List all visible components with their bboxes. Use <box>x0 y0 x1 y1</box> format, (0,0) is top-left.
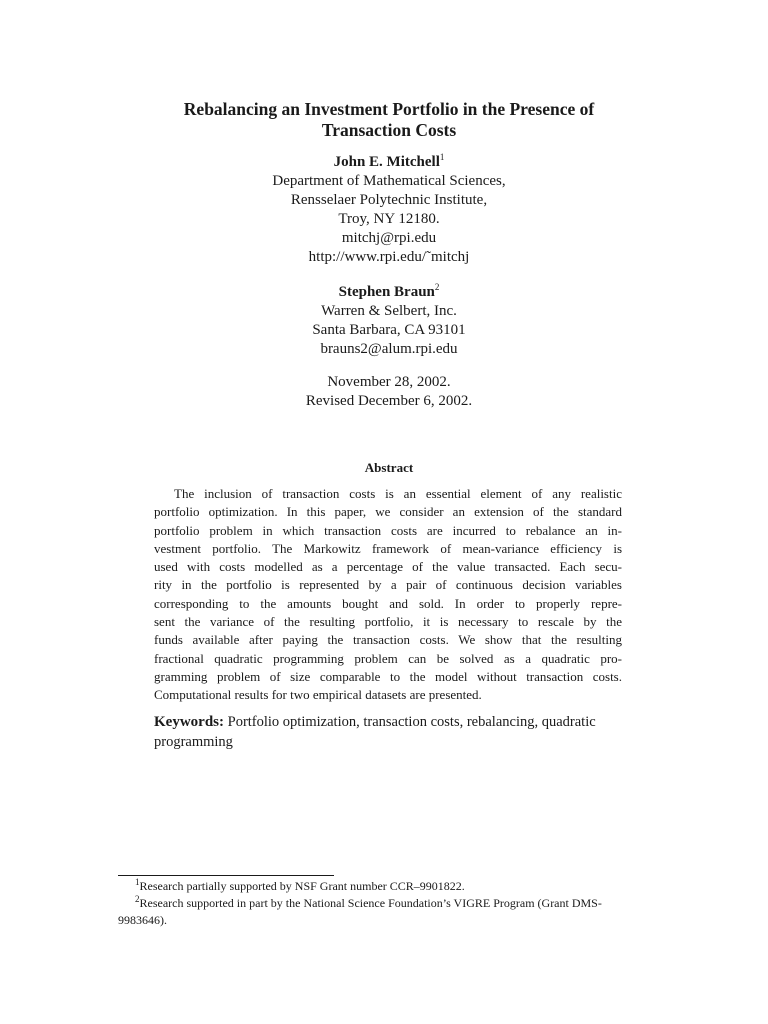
author-1-email: mitchj@rpi.edu <box>341 230 437 246</box>
author-footnote-mark-1: 1 <box>439 152 445 162</box>
footnotes <box>118 878 662 929</box>
paper-title-line-1: Rebalancing an Investment Portfolio in the Presence of <box>183 99 595 119</box>
abstract-line: corresponding to the amounts bought and sold. In order to properly repre- <box>154 595 622 611</box>
abstract-heading: Abstract <box>364 460 414 475</box>
author-2-email: brauns2@alum.rpi.edu <box>320 341 458 357</box>
footnote-rule <box>118 875 334 876</box>
author-1-department: Department of Mathematical Sciences, <box>272 173 506 189</box>
abstract-line: gramming problem of size comparable to the model without transaction costs. <box>154 668 622 684</box>
abstract-line: funds available after paying the transaction costs. We show that the resulting <box>154 632 622 648</box>
abstract-line: The inclusion of transaction costs is an essential element of any realistic <box>174 486 622 501</box>
footnote-2-mark: 2 <box>135 894 140 904</box>
abstract-body <box>154 485 622 705</box>
author-1-institute: Rensselaer Polytechnic Institute, <box>290 192 488 208</box>
author-name-1: John E. Mitchell$^1$ <box>333 152 445 170</box>
keywords-label: Keywords: <box>154 714 224 730</box>
footnote-1: $^1$Research partially supported by NSF Grant number CCR–9901822. <box>135 877 465 893</box>
keywords-text-line-1: Portfolio optimization, transaction costs, rebalancing, quadratic <box>227 714 596 730</box>
author-block-2 <box>100 283 678 359</box>
abstract-line: Computational results for two empirical datasets are presented. <box>154 687 482 703</box>
author-1-city: Troy, NY 12180. <box>338 211 440 227</box>
author-1-homepage: http://www.rpi.edu/˜mitchj <box>308 249 470 265</box>
keywords-block <box>154 712 644 752</box>
author-block-1 <box>100 153 678 267</box>
keywords-text-line-2: programming <box>154 734 233 750</box>
footnote-2-continued: 9983646). <box>118 913 167 927</box>
abstract-line: portfolio problem in which transaction costs are incurred to rebalance an in- <box>154 522 622 538</box>
author-name-2: Stephen Braun$^2$ <box>338 282 440 300</box>
abstract-line: portfolio optimization. In this paper, we consider an extension of the standard <box>154 504 622 520</box>
date-block <box>100 373 678 411</box>
footnote-2: $^2$Research supported in part by the National Science Foundation’s VIGRE Program (Grant DMS- <box>135 894 602 910</box>
footnote-1-mark: 1 <box>135 877 140 887</box>
paper-title-line-2: Transaction Costs <box>321 120 457 140</box>
abstract-line: used with costs modelled as a percentage of the value transacted. Each secu- <box>154 559 622 575</box>
author-2-city: Santa Barbara, CA 93101 <box>312 322 466 338</box>
author-footnote-mark-2: 2 <box>434 282 440 292</box>
abstract-line: sent the variance of the resulting portfolio, it is necessary to rescale by the <box>154 614 622 630</box>
revised-date: Revised December 6, 2002. <box>305 393 473 409</box>
author-2-company: Warren & Selbert, Inc. <box>321 303 457 319</box>
paper-title <box>100 99 678 141</box>
abstract-line: fractional quadratic programming problem can be solved as a quadratic pro- <box>154 650 622 666</box>
abstract-line: vestment portfolio. The Markowitz framework of mean-variance efficiency is <box>154 540 622 556</box>
abstract-line: rity in the portfolio is represented by a pair of continuous decision variables <box>154 577 622 593</box>
date: November 28, 2002. <box>327 374 451 390</box>
